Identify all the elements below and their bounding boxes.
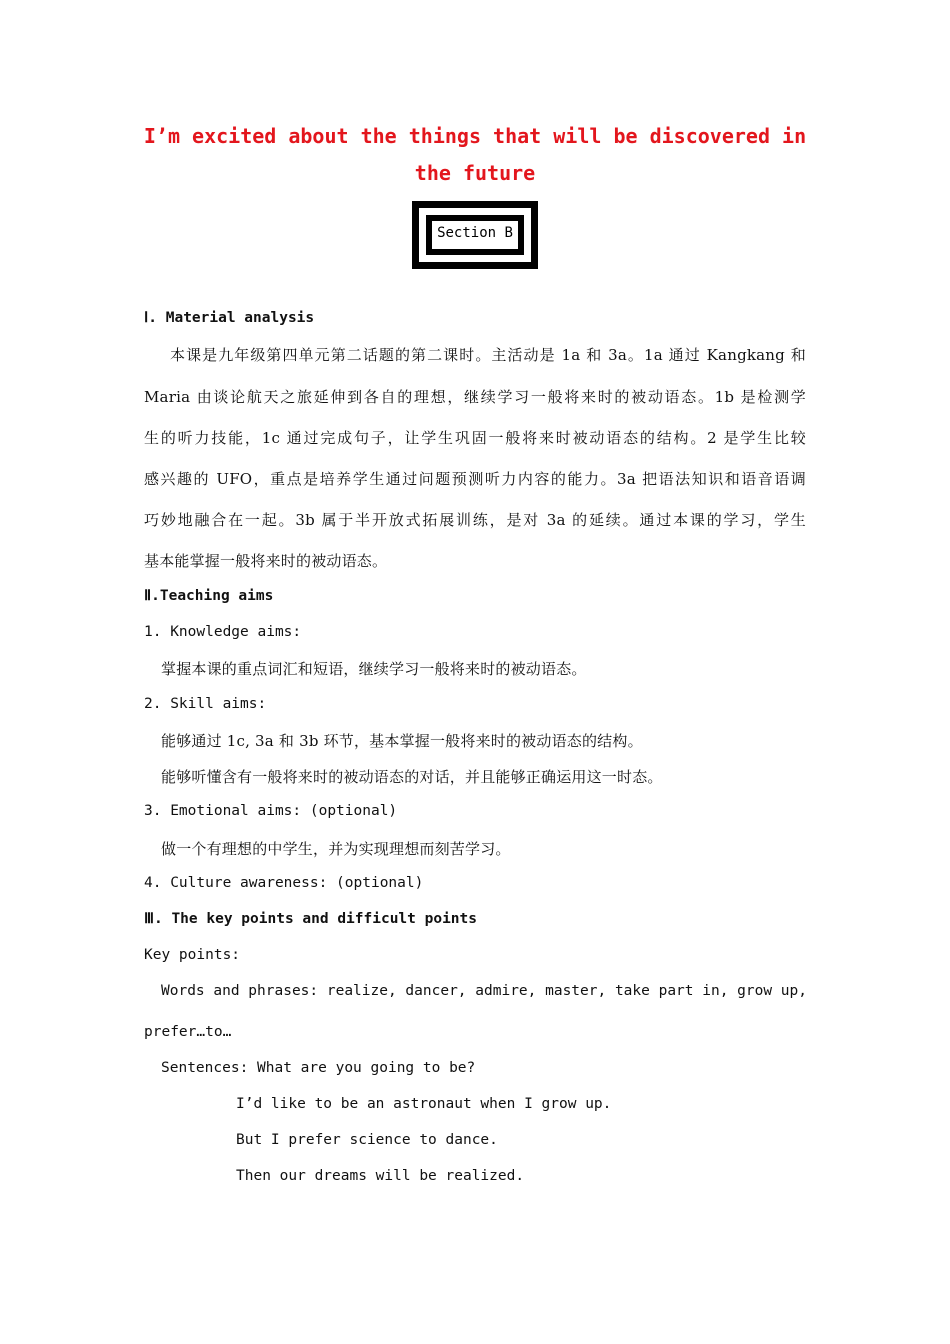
material-line-6: 基本能掌握一般将来时的被动语态。 bbox=[144, 552, 388, 570]
material-line-2: Maria 由谈论航天之旅延伸到各自的理想，继续学习一般将来时的被动语态。1b 是检测学 bbox=[144, 388, 806, 406]
emotional-aims-text: 做一个有理想的中学生，并为实现理想而刻苦学习。 bbox=[161, 840, 511, 858]
document-title-line-1: I’m excited about the things that will be discovered in bbox=[143, 124, 807, 148]
sentence-2: I’d like to be an astronaut when I grow up. bbox=[236, 1096, 612, 1112]
teaching-aims-heading: Ⅱ.Teaching aims bbox=[144, 588, 274, 604]
material-analysis-heading: Ⅰ. Material analysis bbox=[144, 310, 315, 326]
sentences-label: Sentences: What are you going to be? bbox=[161, 1060, 476, 1076]
sentence-4: Then our dreams will be realized. bbox=[236, 1168, 525, 1184]
emotional-aims-label: 3. Emotional aims: (optional) bbox=[144, 803, 398, 819]
document-title-line-2: the future bbox=[414, 161, 536, 185]
skill-aims-label: 2. Skill aims: bbox=[144, 696, 267, 712]
material-line-4: 感兴趣的 UFO，重点是培养学生通过问题预测听力内容的能力。3a 把语法知识和语音语调 bbox=[144, 470, 806, 488]
knowledge-aims-text: 掌握本课的重点词汇和短语，继续学习一般将来时的被动语态。 bbox=[161, 660, 587, 678]
material-line-1: 本课是九年级第四单元第二话题的第二课时。主活动是 1a 和 3a。1a 通过 Kangkang 和 bbox=[170, 346, 806, 364]
words-phrases-line-2: prefer…to… bbox=[144, 1024, 232, 1040]
key-points-heading: Ⅲ. The key points and difficult points bbox=[144, 911, 477, 927]
section-label-box bbox=[412, 201, 538, 269]
material-line-3: 生的听力技能，1c 通过完成句子，让学生巩固一般将来时被动语态的结构。2 是学生比较 bbox=[144, 429, 806, 447]
skill-aims-text-1: 能够通过 1c, 3a 和 3b 环节，基本掌握一般将来时的被动语态的结构。 bbox=[161, 732, 643, 750]
material-line-5: 巧妙地融合在一起。3b 属于半开放式拓展训练，是对 3a 的延续。通过本课的学习，学生 bbox=[144, 511, 806, 529]
key-points-label: Key points: bbox=[144, 947, 241, 963]
sentence-3: But I prefer science to dance. bbox=[236, 1132, 498, 1148]
culture-awareness-label: 4. Culture awareness: (optional) bbox=[144, 875, 424, 891]
section-label: Section B bbox=[437, 225, 513, 241]
knowledge-aims-label: 1. Knowledge aims: bbox=[144, 624, 302, 640]
words-phrases-line-1: Words and phrases: realize, dancer, admire, master, take part in, grow up, bbox=[161, 983, 808, 999]
skill-aims-text-2: 能够听懂含有一般将来时的被动语态的对话，并且能够正确运用这一时态。 bbox=[161, 768, 663, 786]
